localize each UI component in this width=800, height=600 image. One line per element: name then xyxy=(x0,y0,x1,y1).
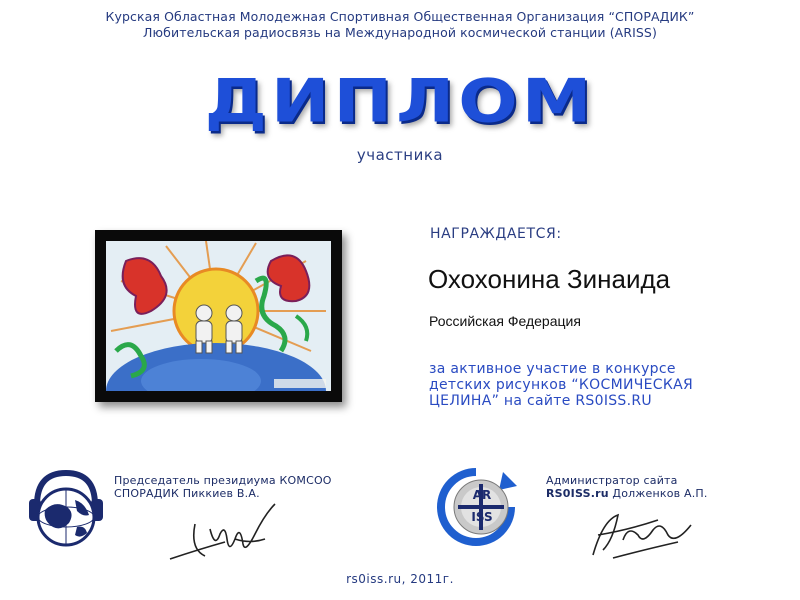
footer-site-year: rs0iss.ru, 2011г. xyxy=(346,572,454,586)
ariss-logo-text-top: AR xyxy=(472,488,492,502)
signer-left-line-1: Председатель президиума КОМСОО xyxy=(114,474,332,487)
signature-left xyxy=(165,494,300,569)
reason-line-3: ЦЕЛИНА” на сайте RS0ISS.RU xyxy=(429,393,652,409)
ariss-logo xyxy=(433,464,519,550)
header-subtitle: Любительская радиосвязь на Международной космической станции (ARISS) xyxy=(143,25,657,40)
diploma-subtitle: участника xyxy=(356,146,444,164)
recipient-country: Российская Федерация xyxy=(429,313,581,329)
signer-right xyxy=(546,474,786,500)
signer-left-line-2: СПОРАДИК Пиккиев В.А. xyxy=(114,487,260,500)
signer-right-line-1: Администратор сайта xyxy=(546,474,678,487)
signer-right-name: Долженков А.П. xyxy=(608,487,708,500)
awarded-label: НАГРАЖДАЕТСЯ: xyxy=(430,226,562,242)
globe-headphones-logo xyxy=(25,465,107,555)
header-organization: Курская Областная Молодежная Спортивная Общественная Организация “СПОРАДИК” xyxy=(105,9,695,24)
ariss-logo-text-bottom: ISS xyxy=(471,510,493,524)
reason-line-2: детских рисунков “КОСМИЧЕСКАЯ xyxy=(429,377,693,393)
signature-left-icon xyxy=(165,494,300,569)
diploma-title: ДИПЛОМ xyxy=(204,66,596,136)
ariss-icon xyxy=(433,464,519,550)
drawing-frame xyxy=(95,230,342,402)
signature-right-icon xyxy=(583,500,698,562)
child-drawing-image xyxy=(106,241,331,391)
signer-right-site: RS0ISS.ru xyxy=(546,487,609,500)
signature-right xyxy=(583,500,698,562)
reason-line-1: за активное участие в конкурсе xyxy=(429,361,676,377)
award-reason xyxy=(429,361,769,409)
signer-right-line-2 xyxy=(546,487,786,500)
drawing-illustration xyxy=(106,241,331,391)
globe-headphones-icon xyxy=(25,465,107,555)
recipient-name: Охохонина Зинаида xyxy=(428,264,671,294)
